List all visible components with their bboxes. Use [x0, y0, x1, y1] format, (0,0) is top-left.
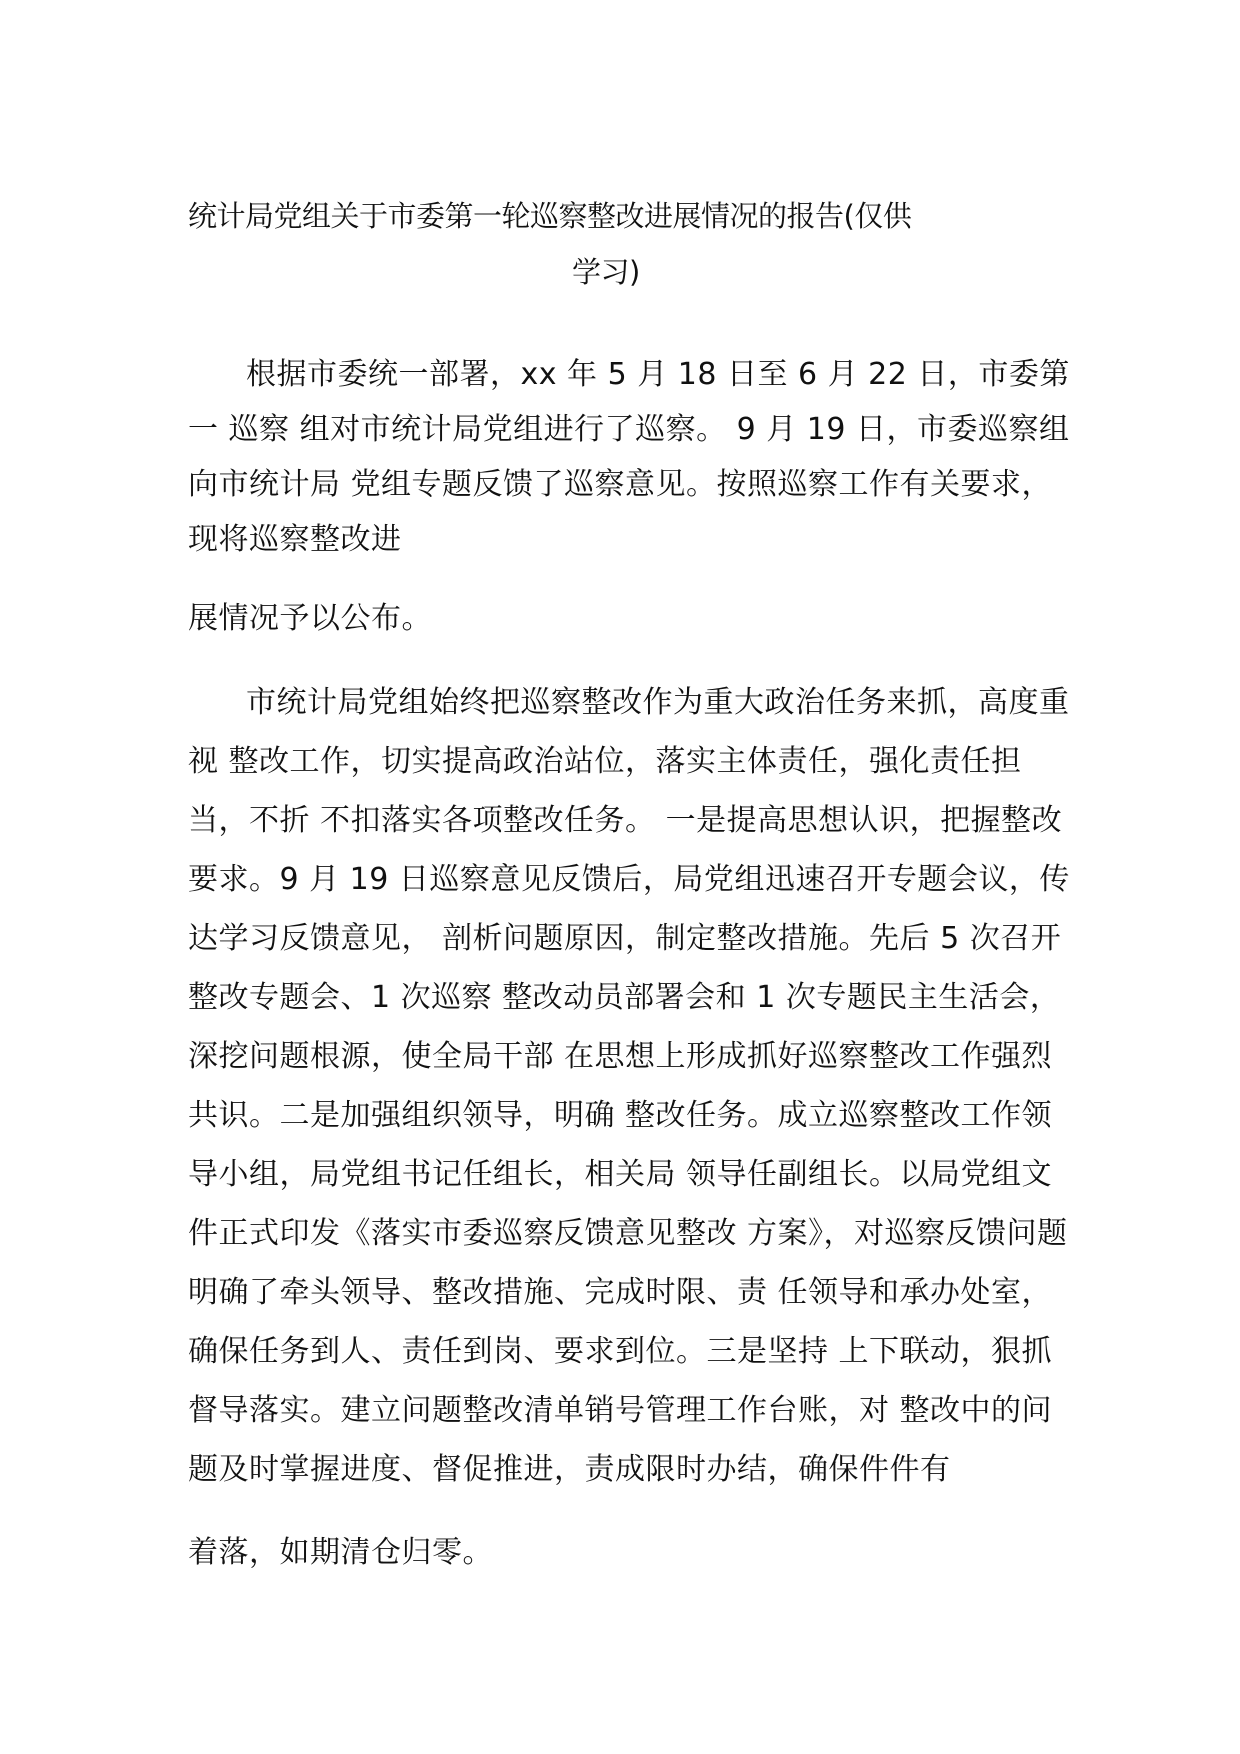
- body-line: 深挖问题根源，使全局干部 在思想上形成抓好巡察整改工作强烈: [188, 1039, 1053, 1074]
- body-line: 向市统计局 党组专题反馈了巡察意见。按照巡察工作有关要求，: [188, 467, 1053, 502]
- body-line: 件正式印发《落实市委巡察反馈意见整改 方案》，对巡察反馈问题: [188, 1216, 1068, 1251]
- body-line: 题及时掌握进度、督促推进，责成限时办结，确保件件有: [188, 1452, 951, 1487]
- body-line: 督导落实。建立问题整改清单销号管理工作台账，对 整改中的问: [188, 1393, 1053, 1428]
- body-line: 要求。9 月 19 日巡察意见反馈后，局党组迅速召开专题会议，传: [188, 862, 1070, 897]
- body-line: 当，不折 不扣落实各项整改任务。 一是提高思想认识，把握整改: [188, 803, 1063, 838]
- body-line: 整改专题会、1 次巡察 整改动员部署会和 1 次专题民主生活会，: [188, 980, 1061, 1015]
- body-line: 市统计局党组始终把巡察整改作为重大政治任务来抓，高度重: [246, 685, 1070, 720]
- body-line: 展情况予以公布。: [188, 601, 432, 636]
- body-line: 确保任务到人、责任到岗、要求到位。三是坚持 上下联动，狠抓: [188, 1334, 1053, 1369]
- body-line: 视 整改工作，切实提高政治站位，落实主体责任，强化责任担: [188, 744, 1022, 779]
- body-line: 着落，如期清仓归零。: [188, 1535, 493, 1570]
- body-line: 导小组，局党组书记任组长，相关局 领导任副组长。以局党组文: [188, 1157, 1053, 1192]
- body-line: 明确了牵头领导、整改措施、完成时限、责 任领导和承办处室，: [188, 1275, 1053, 1310]
- body-line: 现将巡察整改进: [188, 522, 402, 557]
- body-line: 达学习反馈意见， 剖析问题原因，制定整改措施。先后 5 次召开: [188, 921, 1062, 956]
- body-line: 根据市委统一部署，xx 年 5 月 18 日至 6 月 22 日，市委第: [246, 357, 1070, 392]
- document-title-line-1: 统计局党组关于市委第一轮巡察整改进展情况的报告(仅供: [188, 199, 912, 233]
- body-line: 一 巡察 组对市统计局党组进行了巡察。 9 月 19 日，市委巡察组: [188, 412, 1070, 447]
- document-title-line-2: 学习): [572, 255, 640, 289]
- body-line: 共识。二是加强组织领导，明确 整改任务。成立巡察整改工作领: [188, 1098, 1053, 1133]
